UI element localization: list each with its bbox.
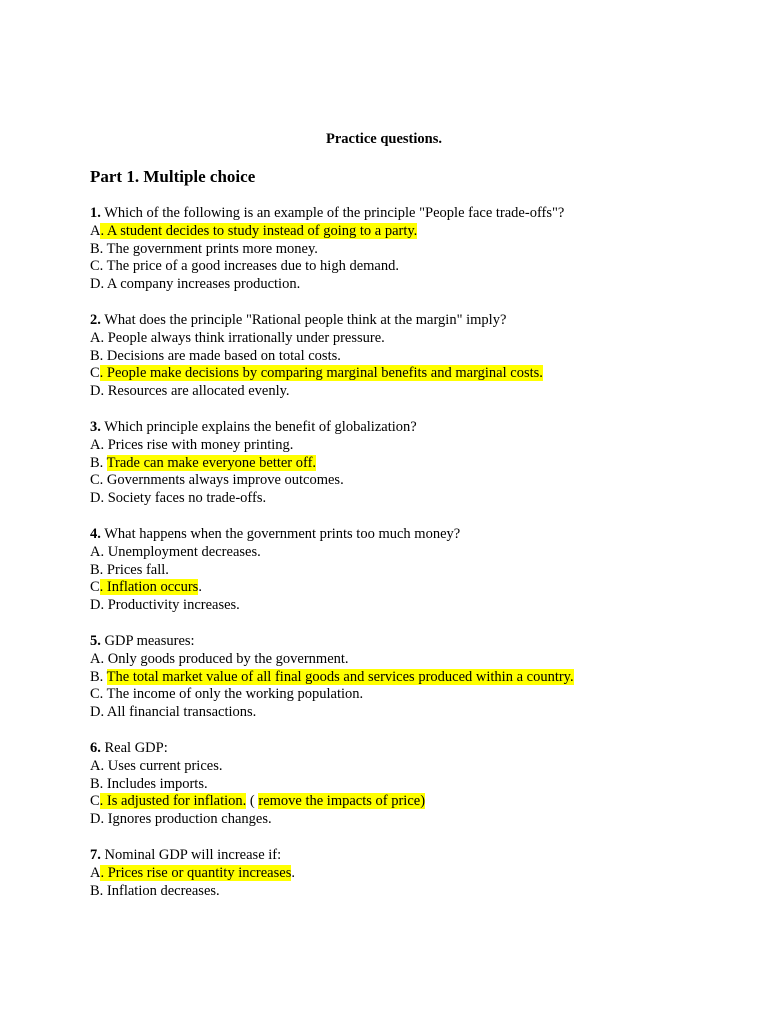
answer-text: B. (90, 454, 107, 471)
question-text: Nominal GDP will increase if: (100, 846, 282, 863)
answer-option (90, 669, 730, 687)
question-4 (90, 526, 730, 615)
answer-option (90, 704, 730, 722)
answer-option (90, 579, 730, 597)
answer-text: ( (246, 793, 259, 810)
question-stem (90, 419, 730, 437)
answer-text: C (90, 793, 100, 810)
question-number: 7. (90, 846, 101, 863)
question-number: 3. (90, 418, 101, 435)
highlighted-answer-text: . People make decisions by comparing marginal benefits and marginal costs. (99, 365, 543, 382)
question-2 (90, 312, 730, 401)
answer-option (90, 348, 730, 366)
answer-text: C. The income of only the working population. (90, 686, 364, 703)
question-3 (90, 419, 730, 508)
question-text: Real GDP: (100, 739, 168, 756)
answer-text: A. Unemployment decreases. (90, 543, 261, 560)
answer-option (90, 276, 730, 294)
answer-option (90, 562, 730, 580)
highlighted-answer-text: . A student decides to study instead of going to a party. (100, 222, 418, 239)
answer-text: C (90, 365, 100, 382)
question-stem (90, 312, 730, 330)
answer-option (90, 597, 730, 615)
highlighted-answer-text: The total market value of all final goods and services produced within a country. (106, 668, 574, 685)
answer-text: B. Decisions are made based on total costs. (90, 347, 341, 364)
answer-text: B. Inflation decreases. (90, 882, 220, 899)
answer-text: D. Productivity increases. (90, 597, 240, 614)
answer-text: B. The government prints more money. (90, 240, 318, 257)
question-7 (90, 847, 730, 900)
question-stem (90, 847, 730, 865)
answer-option (90, 811, 730, 829)
answer-text: D. Ignores production changes. (90, 811, 272, 828)
question-6 (90, 740, 730, 829)
question-stem (90, 205, 730, 223)
answer-option (90, 241, 730, 259)
answer-option (90, 455, 730, 473)
answer-option (90, 865, 730, 883)
answer-text: . (198, 579, 202, 596)
question-stem (90, 526, 730, 544)
answer-option (90, 793, 730, 811)
answer-text: A (90, 222, 101, 239)
answer-option (90, 490, 730, 508)
question-number: 1. (90, 205, 101, 221)
question-number: 4. (90, 525, 101, 542)
answer-option (90, 651, 730, 669)
answer-text: B. Prices fall. (90, 561, 169, 578)
answer-text: C. Governments always improve outcomes. (90, 472, 344, 489)
answer-option (90, 437, 730, 455)
answer-option (90, 544, 730, 562)
answer-option (90, 330, 730, 348)
highlighted-answer-text: remove the impacts of price) (258, 793, 426, 810)
question-text: Which of the following is an example of the principle "People face trade-offs"? (100, 205, 565, 221)
answer-option (90, 776, 730, 794)
answer-option (90, 258, 730, 276)
answer-option (90, 223, 730, 241)
answer-text: B. Includes imports. (90, 775, 208, 792)
question-number: 5. (90, 632, 101, 649)
question-number: 6. (90, 739, 101, 756)
question-list (90, 205, 730, 918)
answer-text: C. The price of a good increases due to high demand. (90, 258, 399, 275)
question-5 (90, 633, 730, 722)
highlighted-answer-text: . Prices rise or quantity increases (100, 864, 292, 881)
section-heading: Part 1. Multiple choice (90, 167, 256, 186)
answer-text: D. Society faces no trade-offs. (90, 490, 267, 507)
answer-text: D. A company increases production. (90, 276, 301, 293)
answer-option (90, 365, 730, 383)
answer-text: D. All financial transactions. (90, 704, 257, 721)
answer-option (90, 383, 730, 401)
question-text: Which principle explains the benefit of globalization? (100, 418, 417, 435)
answer-text: A. Only goods produced by the government. (90, 650, 349, 667)
answer-text: A. People always think irrationally under pressure. (90, 329, 385, 346)
answer-option (90, 686, 730, 704)
answer-option (90, 472, 730, 490)
highlighted-answer-text: . Is adjusted for inflation. (99, 793, 247, 810)
answer-text: A (90, 864, 101, 881)
question-text: GDP measures: (100, 632, 195, 649)
question-stem (90, 740, 730, 758)
question-stem (90, 633, 730, 651)
question-text: What does the principle "Rational people think at the margin" imply? (100, 311, 507, 328)
answer-option (90, 758, 730, 776)
answer-text: D. Resources are allocated evenly. (90, 383, 290, 400)
question-1 (90, 205, 730, 294)
question-text: What happens when the government prints too much money? (100, 525, 461, 542)
answer-text: . (291, 864, 295, 881)
document-title: Practice questions. (326, 131, 442, 147)
question-number: 2. (90, 311, 101, 328)
highlighted-answer-text: Trade can make everyone better off. (106, 454, 317, 471)
answer-text: B. (90, 668, 107, 685)
highlighted-answer-text: . Inflation occurs (99, 579, 199, 596)
answer-option (90, 883, 730, 901)
answer-text: A. Prices rise with money printing. (90, 436, 294, 453)
answer-text: A. Uses current prices. (90, 757, 223, 774)
answer-text: C (90, 579, 100, 596)
